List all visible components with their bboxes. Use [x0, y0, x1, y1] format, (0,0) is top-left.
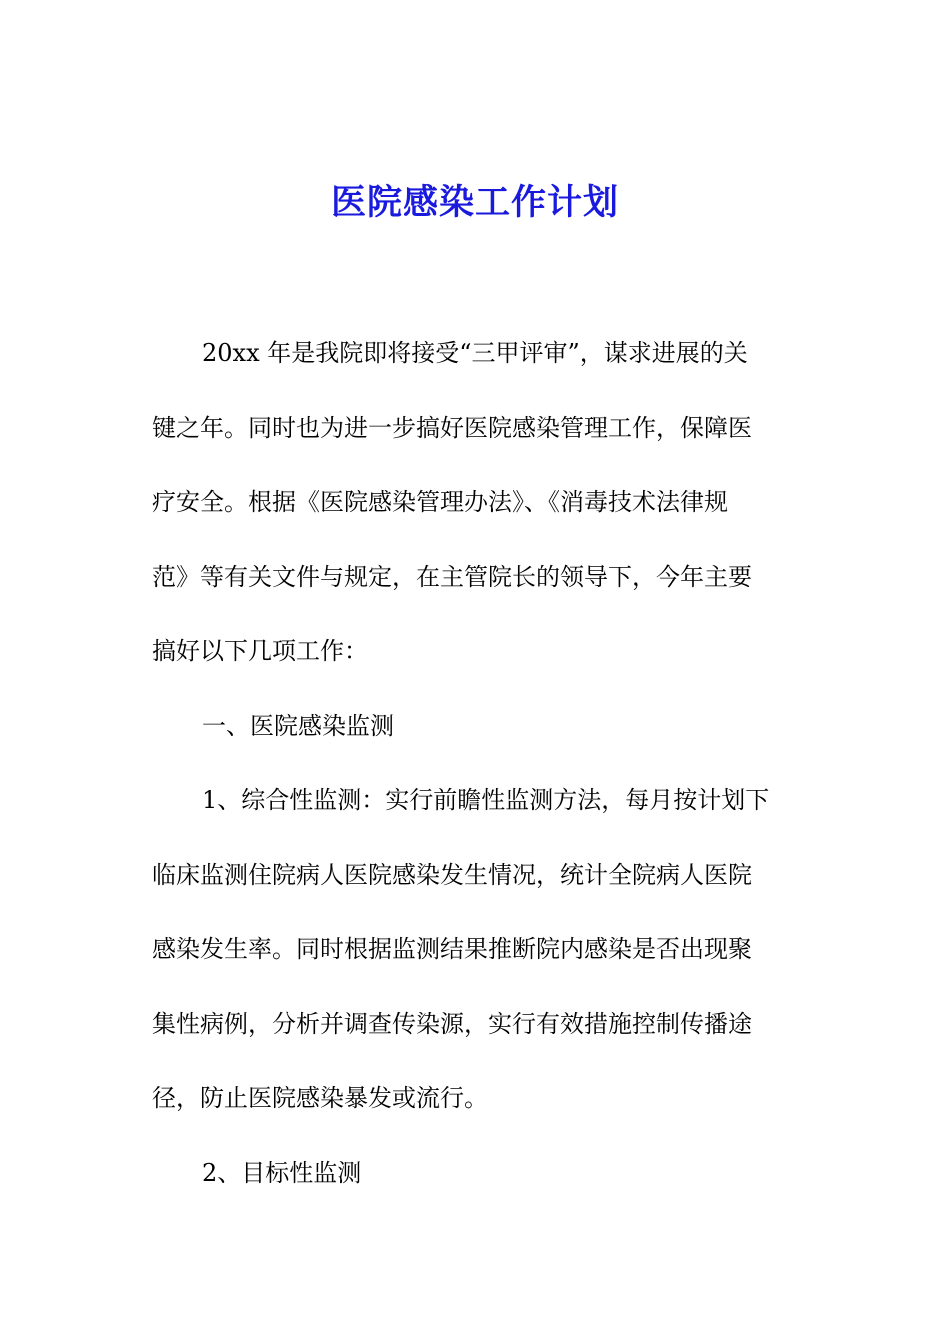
paragraph-line: 集性病例，分析并调查传染源，实行有效措施控制传播途 [152, 1009, 752, 1038]
paragraph-line: 搞好以下几项工作： [152, 637, 368, 665]
paragraph-line: 键之年。同时也为进一步搞好医院感染管理工作，保障医 [152, 413, 752, 442]
document-title: 医院感染工作计划 [330, 182, 619, 223]
paragraph-line: 感染发生率。同时根据监测结果推断院内感染是否出现聚 [152, 935, 752, 963]
paragraph-line: 范》等有关文件与规定，在主管院长的领导下，今年主要 [152, 562, 752, 591]
paragraph-line: 1、综合性监测：实行前瞻性监测方法，每月按计划下 [202, 786, 770, 814]
subsection-heading: 2、目标性监测 [202, 1158, 362, 1187]
paragraph-line: 20xx 年是我院即将接受“三甲评审”，谋求进展的关 [202, 339, 748, 367]
section-heading: 一、医院感染监测 [202, 711, 394, 740]
paragraph-line: 临床监测住院病人医院感染发生情况，统计全院病人医院 [152, 860, 752, 889]
paragraph-line: 径，防止医院感染暴发或流行。 [152, 1084, 488, 1112]
paragraph-line: 疗安全。根据《医院感染管理办法》、《消毒技术法律规 [152, 488, 728, 516]
document-body [152, 326, 804, 1220]
